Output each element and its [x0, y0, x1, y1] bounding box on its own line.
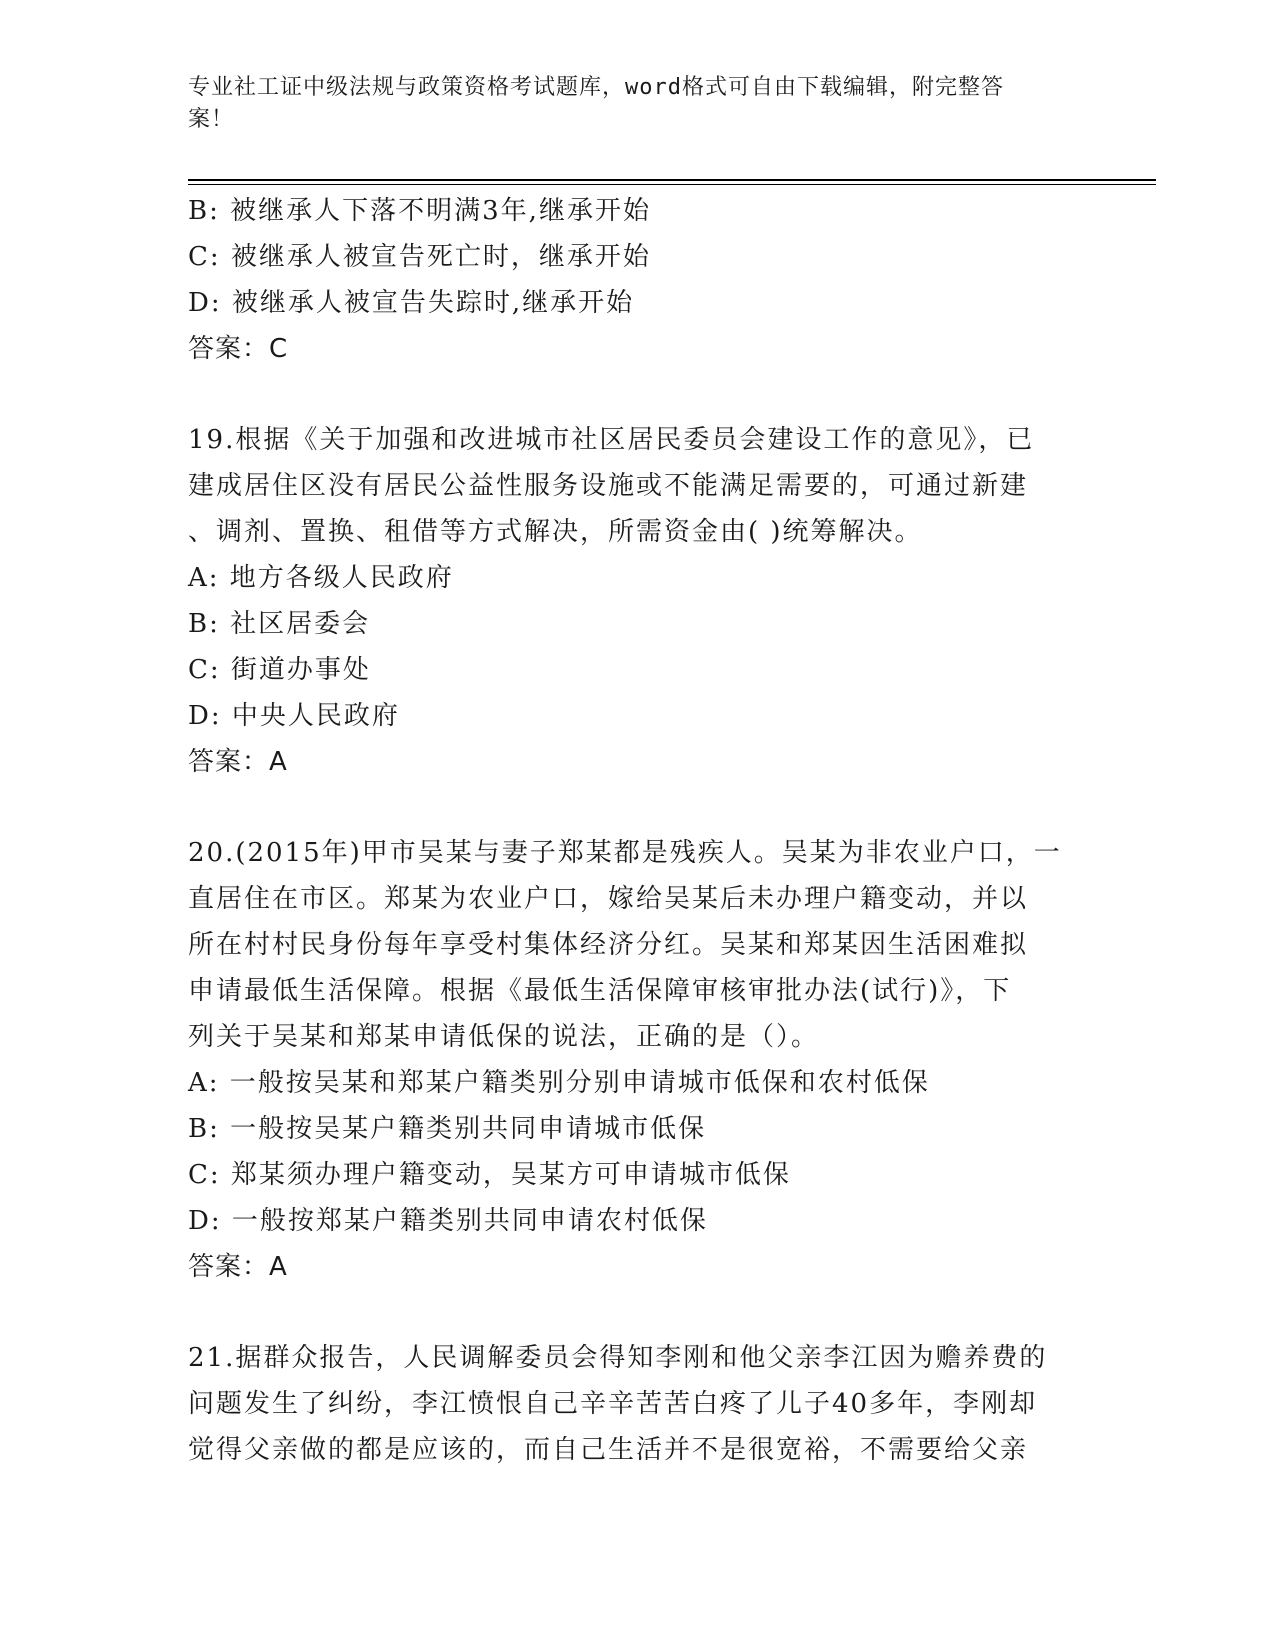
question-content [188, 188, 1088, 1473]
option-c: C: 被继承人被宣告死亡时，继承开始 [188, 242, 651, 272]
answer-label: 答案：A [188, 1252, 288, 1282]
answer-label: 答案：A [188, 747, 288, 777]
option-c: C: 街道办事处 [188, 655, 371, 685]
header-divider-thick [188, 179, 1156, 181]
option-d: D: 中央人民政府 [188, 701, 400, 731]
option-b: B: 一般按吴某户籍类别共同申请城市低保 [188, 1114, 707, 1144]
question-stem-line: 所在村村民身份每年享受村集体经济分红。吴某和郑某因生活困难拟 [188, 930, 1029, 960]
question-21 [188, 1335, 1088, 1473]
option-b: B: 社区居委会 [188, 609, 371, 639]
question-stem-line: 19.根据《关于加强和改进城市社区居民委员会建设工作的意见》，已 [188, 425, 1035, 455]
question-stem-line: 20.(2015年)甲市吴某与妻子郑某都是残疾人。吴某为非农业户口，一 [188, 838, 1062, 868]
option-a: A: 地方各级人民政府 [188, 563, 454, 593]
page-header [188, 72, 1078, 136]
question-stem-line: 直居住在市区。郑某为农业户口，嫁给吴某后未办理户籍变动，并以 [188, 884, 1029, 914]
option-c: C: 郑某须办理户籍变动，吴某方可申请城市低保 [188, 1160, 791, 1190]
question-18 [188, 188, 1088, 372]
option-a: A: 一般按吴某和郑某户籍类别分别申请城市低保和农村低保 [188, 1068, 930, 1098]
option-b: B: 被继承人下落不明满3年,继承开始 [188, 196, 651, 226]
question-stem-line: 问题发生了纠纷，李江愤恨自己辛辛苦苦白疼了儿子40多年，李刚却 [188, 1389, 1038, 1419]
spacer [188, 1290, 1088, 1335]
spacer [188, 785, 1088, 830]
answer-label: 答案：C [188, 334, 289, 364]
question-stem-line: 建成居住区没有居民公益性服务设施或不能满足需要的，可通过新建 [188, 471, 1029, 501]
question-19 [188, 417, 1088, 785]
question-stem-line: 列关于吴某和郑某申请低保的说法，正确的是（）。 [188, 1022, 820, 1052]
spacer [188, 372, 1088, 417]
question-stem-line: 申请最低生活保障。根据《最低生活保障审核审批办法(试行)》，下 [188, 976, 1012, 1006]
option-d: D: 一般按郑某户籍类别共同申请农村低保 [188, 1206, 708, 1236]
option-d: D: 被继承人被宣告失踪时,继承开始 [188, 288, 635, 318]
question-stem-line: 21.据群众报告，人民调解委员会得知李刚和他父亲李江因为赡养费的 [188, 1343, 1048, 1373]
question-stem-line: 、调剂、置换、租借等方式解决，所需资金由( )统筹解决。 [188, 517, 923, 547]
question-stem-line: 觉得父亲做的都是应该的，而自己生活并不是很宽裕，不需要给父亲 [188, 1435, 1029, 1465]
header-line-2: 案！ [188, 107, 235, 132]
question-20 [188, 830, 1088, 1290]
header-line-1: 专业社工证中级法规与政策资格考试题库，word格式可自由下载编辑，附完整答 [188, 75, 1004, 100]
header-divider-thin [188, 184, 1156, 185]
